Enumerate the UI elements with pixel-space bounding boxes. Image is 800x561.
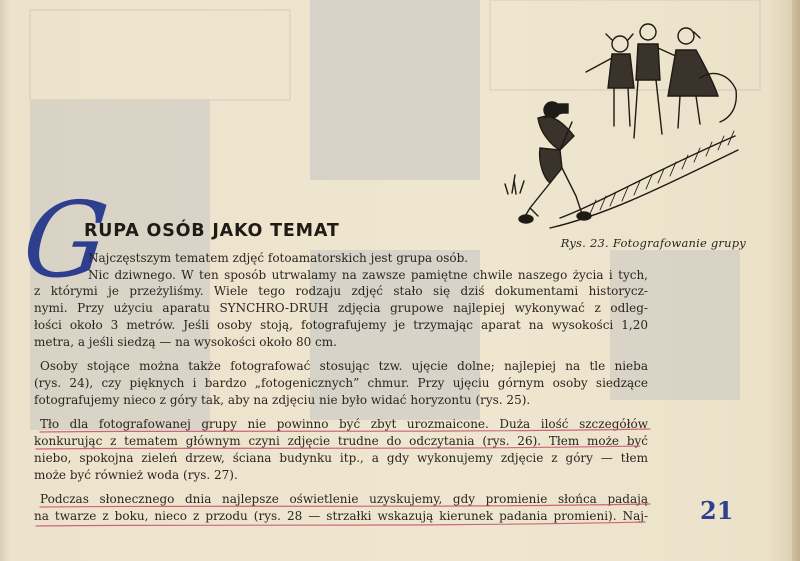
body-line-5: łości około 3 metrów. Jeśli osoby stoją, fotografujemy je trzymając aparat na wysokości 1,20 (34, 318, 648, 332)
page-edge (792, 0, 800, 561)
body-line-1: Najczęstszym tematem zdjęć fotoamatorskich jest grupa osób. (88, 251, 469, 265)
body-line-9: fotografujemy nieco z góry tak, aby na zdjęciu nie było widać horyzontu (rys. 25). (34, 393, 531, 407)
body-line-3: z którymi je przeżyliśmy. Wiele tego rodzaju zdjęć stało się dziś dokumentami historycz- (34, 284, 648, 298)
body-line-14: Podczas słonecznego dnia najlepsze oświetlenie uzyskujemy, gdy promienie słońca padają (40, 492, 648, 506)
body-line-4: nymi. Przy użyciu aparatu SYNCHRO-DRUH zdjęcia grupowe najlepiej wykonywać z odleg- (34, 301, 648, 315)
body-line-8: (rys. 24), czy pięknych i bardzo „fotogenicznych” chmur. Przy ujęciu górnym osoby siedzące (34, 376, 648, 390)
body-line-12: niebo, spokojna zieleń drzew, ściana budynku itp., a gdy wykonujemy zdjęcie z góry — tłem (34, 451, 648, 465)
figure-caption (476, 236, 746, 250)
photographer-kneeling-and-three-girls-illustration (500, 18, 740, 233)
page-number: 21 (700, 496, 734, 525)
body-line-7: Osoby stojące można także fotografować stosując tzw. ujęcie dolne; najlepiej na tle nieba (40, 359, 648, 373)
body-line-10: Tło dla fotografowanej grupy nie powinno być zbyt urozmaicone. Duża ilość szczegółów (40, 417, 648, 431)
section-heading: RUPA OSÓB JAKO TEMAT (84, 221, 340, 241)
caption-title: Fotografowanie grupy (612, 236, 746, 250)
body-line-15: na twarze z boku, nieco z przodu (rys. 28 — strzałki wskazują kierunek padania promieni). Naj- (34, 509, 648, 523)
drop-cap-letter: G (17, 179, 114, 301)
body-line-13: może być również woda (rys. 27). (34, 468, 238, 482)
caption-number: 23. (590, 236, 609, 250)
body-line-2: Nic dziwnego. W ten sposób utrwalamy na zawsze pamiętne chwile naszego życia i tych, (88, 268, 648, 282)
caption-label: Rys. (560, 236, 587, 250)
body-line-11: konkurując z tematem głównym czyni zdjęcie trudne do odczytania (rys. 26). Tłem może być (34, 434, 648, 448)
body-line-6: metra, a jeśli siedzą — na wysokości około 80 cm. (34, 335, 337, 349)
